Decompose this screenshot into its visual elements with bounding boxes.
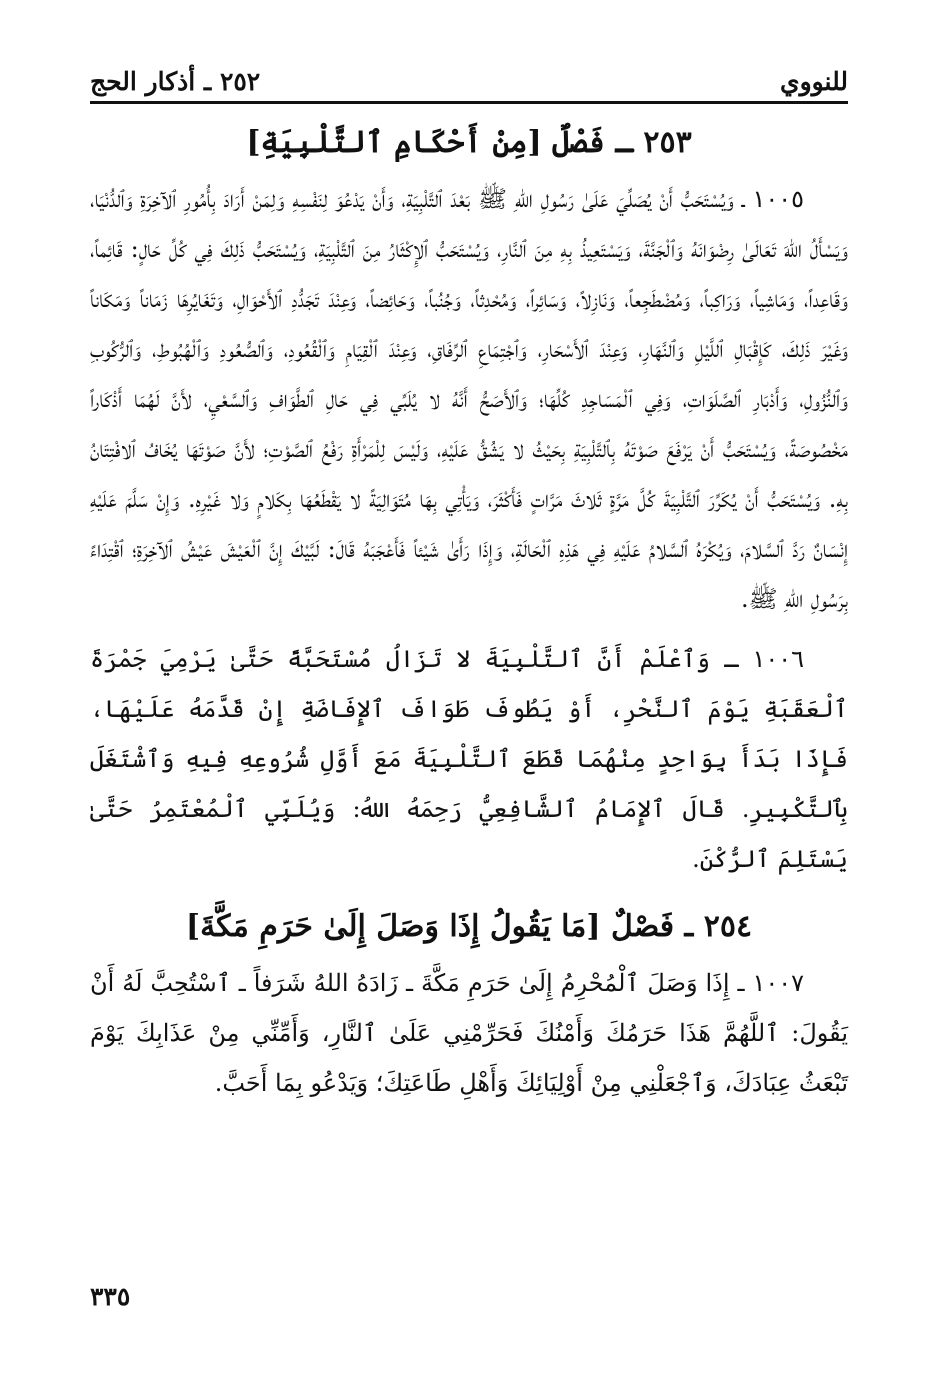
paragraph-1005: ١٠٠٥ ـ وَيُسْتَحَبُّ أَنْ يُصَلِّيَ عَلَىٰ رَسُولِ اللهِ ﷺ بَعْدَ ٱلتَّلْبِيَةِ، وَأَنْ يَدْعُوَ لِنَفْسِهِ وَلِمَنْ أَرَادَ بِأُمُورِ ٱلآخِرَةِ وَٱلدُّنْيَا، وَيَسْأَلُ اللهَ تَعَالَىٰ رِضْوَانَهُ وَٱلْجَنَّةَ، وَيَسْتَعِيذُ بِهِ مِنَ ٱلنَّارِ، وَيُسْتَحَبُّ ٱلإِكْثَارُ مِنَ ٱلتَّلْبِيَةِ، وَيُسْتَحَبُّ ذَلِكَ فِي كُلِّ حَالٍ: قَائِماً، وَقَاعِداً، وَمَاشِياً، وَرَاكِباً، وَمُضْطَجِعاً، وَنَازِلاً، وَسَائِراً، وَمُحْدِثاً، وَجُنُباً، وَحَائِضاً، وَعِنْدَ تَجَدُّدِ ٱلأَحْوَالِ، وَتَغَايُرِهَا زَمَاناً وَمَكَاناً وَغَيْرَ ذَلِكَ، كَإِقْبَالِ ٱللَّيْلِ وَٱلنَّهَارِ، وَعِنْدَ ٱلأَسْحَارِ، وَٱجْتِمَاعِ ٱلرِّفَاقِ، وَعِنْدَ ٱلْقِيَامِ وَٱلْقُعُودِ، وَٱلصُّعُودِ وَٱلْهُبُوطِ، وَٱلرُّكُوبِ وَٱلنُّزُولِ، وَأَدْبَارِ ٱلصَّلَوَاتِ، وَفِي ٱلْمَسَاجِدِ كُلِّهَا؛ وَٱلأَصَحُّ أَنَّهُ لا يُلَبِّي فِي حَالِ ٱلطَّوَافِ وَٱلسَّعْيِ، لأَنَّ لَهُمَا أَذْكَاراً مَخْصُوصَةً، وَيُسْتَحَبُّ أَنْ يَرْفَعَ صَوْتَهُ بِٱلتَّلْبِيَةِ بِحَيْثُ لا يَشُقُّ عَلَيْهِ، وَلَيْسَ لِلْمَرْأَةِ رَفْعُ ٱلصَّوْتِ؛ لأَنَّ صَوْتَهَا يُخَافُ ٱلافْتِتَانُ بِهِ. وَيُسْتَحَبُّ أَنْ يُكَرِّرَ ٱلتَّلْبِيَةَ كُلَّ مَرَّةٍ ثَلاثَ مَرَّاتٍ فَأَكْثَرَ، وَيَأْتِي بِهَا مُتَوَالِيَةً لا يَقْطَعُهَا بِكَلامٍ وَلا غَيْرِهِ. وَإِنْ سَلَّمَ عَلَيْهِ إِنْسَانٌ رَدَّ ٱلسَّلامَ، وَيُكْرَهُ ٱلسَّلامُ عَلَيْهِ فِي هَذِهِ ٱلْحَالَةِ، وَإِذَا رَأَىٰ شَيْئاً فَأَعْجَبَهُ قَالَ: لَبَّيْكَ إِنَّ ٱلْعَيْشَ عَيْشُ ٱلآخِرَةِ؛ ٱقْتِدَاءً بِرَسُولِ اللهِ ﷺ.	[90, 185, 848, 613]
running-header	[90, 44, 848, 96]
header-chapter-title: ٢٥٢ ـ أذكار الحج	[90, 67, 261, 96]
paragraph-1007: ١٠٠٧ ـ إِذَا وَصَلَ ٱلْمُحْرِمُ إِلَىٰ حَرَمِ مَكَّةَ ـ زَادَهُ اللهُ شَرَفاً ـ ٱسْتُحِبَّ لَهُ أَنْ يَقُولَ: ٱللَّهُمَّ هَذَا حَرَمُكَ وَأَمْنُكَ فَحَرِّمْنِي عَلَىٰ ٱلنَّارِ، وَأَمِّنِّي مِنْ عَذَابِكَ يَوْمَ تَبْعَثُ عِبَادَكَ، وَٱجْعَلْنِي مِنْ أَوْلِيَائِكَ وَأَهْلِ طَاعَتِكَ؛ وَيَدْعُو بِمَا أَحَبَّ.	[90, 969, 848, 1097]
section-253-title: ٢٥٣ ـ فَصْلٌ [مِنْ أَحْكَامِ ٱلتَّلْبِيَةِ]	[246, 125, 692, 160]
paragraph-1006: ١٠٠٦ ـ وَٱعْلَمْ أَنَّ ٱلتَّلْبِيَةَ لا تَزَالُ مُسْتَحَبَّةً حَتَّىٰ يَرْمِيَ جَمْرَةَ ٱلْعَقَبَةِ يَوْمَ ٱلنَّحْرِ، أَوْ يَطُوفَ طَوَافَ ٱلإِفَاضَةِ إِنْ قَدَّمَهُ عَلَيْهَا، فَإِذَا بَدَأَ بِوَاحِدٍ مِنْهُمَا قَطَعَ ٱلتَّلْبِيَةَ مَعَ أَوَّلِ شُرُوعِهِ فِيهِ وَٱشْتَغَلَ بِٱلتَّكْبِيرِ. قَالَ ٱلإِمَامُ ٱلشَّافِعِيُّ رَحِمَهُ اللهُ: وَيُلَبِّي ٱلْمُعْتَمِرُ حَتَّىٰ يَسْتَلِمَ ٱلرُّكْنَ.	[90, 645, 848, 873]
page-body	[90, 112, 848, 1108]
header-author: للنووي	[780, 67, 848, 96]
page-number: ٣٣٥	[90, 1282, 131, 1311]
section-254-title: ٢٥٤ ـ فَصْلٌ [مَا يَقُولُ إِذَا وَصَلَ إِلَىٰ حَرَمِ مَكَّةَ]	[185, 909, 753, 944]
header-divider	[90, 101, 848, 104]
